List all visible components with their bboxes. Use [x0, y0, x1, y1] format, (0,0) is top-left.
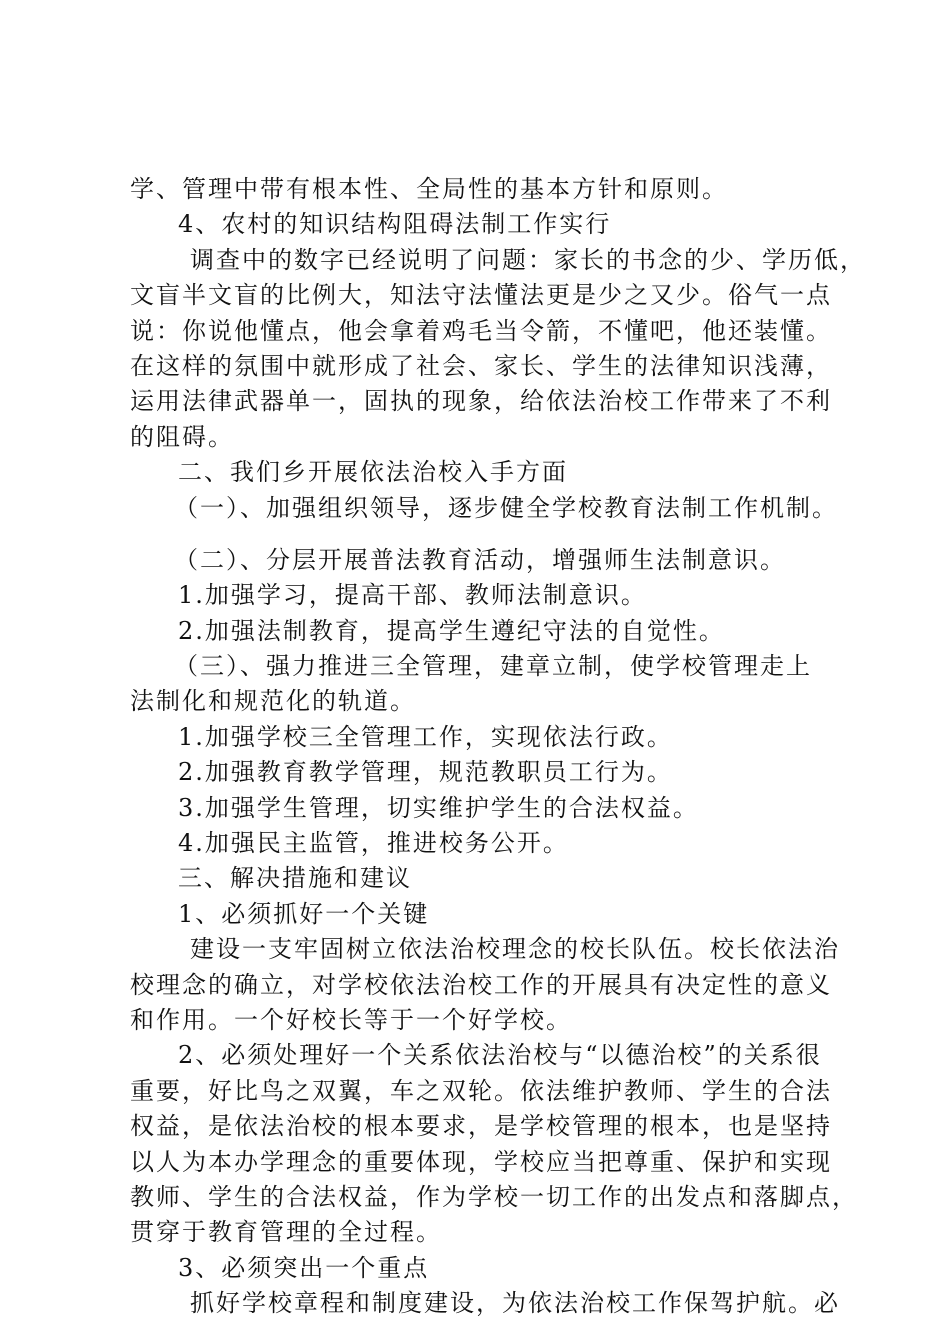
text-line: 的阻碍。 — [130, 422, 234, 451]
text-line: 校理念的确立，对学校依法治校工作的开展具有决定性的意义 — [130, 970, 832, 999]
subsection-heading: （三）、强力推进三全管理，建章立制，使学校管理走上 — [174, 652, 812, 681]
text-line: 权益，是依法治校的根本要求，是学校管理的根本，也是坚持 — [130, 1112, 832, 1141]
document-body — [130, 172, 866, 1322]
text-line: 法制化和规范化的轨道。 — [130, 687, 416, 716]
text-line: 以人为本办学理念的重要体现，学校应当把尊重、保护和实现 — [130, 1147, 832, 1176]
text-line: 在这样的氛围中就形成了社会、家长、学生的法律知识浅薄， — [130, 351, 832, 380]
subsection-heading: 3、必须突出一个重点 — [178, 1253, 430, 1282]
text-line: 和作用。一个好校长等于一个好学校。 — [130, 1005, 572, 1034]
list-item: 2.加强教育教学管理，规范教职员工行为。 — [178, 758, 673, 787]
section-heading: 三、解决措施和建议 — [178, 864, 412, 893]
text-line: 说：你说他懂点，他会拿着鸡毛当令箭，不懂吧，他还装懂。 — [130, 316, 832, 345]
subsection-heading: （二）、分层开展普法教育活动，增强师生法制意识。 — [174, 545, 786, 574]
list-item: 2.加强法制教育，提高学生遵纪守法的自觉性。 — [178, 616, 725, 645]
subsection-heading: 2、必须处理好一个关系依法治校与“以德治校”的关系很 — [178, 1041, 822, 1070]
text-line: 文盲半文盲的比例大，知法守法懂法更是少之又少。俗气一点 — [130, 281, 832, 310]
text-line: 建设一支牢固树立依法治校理念的校长队伍。校长依法治 — [190, 935, 840, 964]
list-item: 1.加强学校三全管理工作，实现依法行政。 — [178, 722, 673, 751]
section-heading: 二、我们乡开展依法治校入手方面 — [178, 458, 568, 487]
list-item: 4.加强民主监管，推进校务公开。 — [178, 829, 569, 858]
text-line: 教师、学生的合法权益，作为学校一切工作的出发点和落脚点， — [130, 1182, 858, 1211]
subsection-heading: （一）、加强组织领导，逐步健全学校教育法制工作机制。 — [174, 493, 838, 522]
text-line: 重要，好比鸟之双翼，车之双轮。依法维护教师、学生的合法 — [130, 1076, 832, 1105]
subsection-heading: 1、必须抓好一个关键 — [178, 899, 430, 928]
blank-gap — [130, 526, 840, 543]
text-line: 运用法律武器单一，固执的现象，给依法治校工作带来了不利 — [130, 387, 832, 416]
list-item: 1.加强学习，提高干部、教师法制意识。 — [178, 581, 647, 610]
section-heading: 4、农村的知识结构阻碍法制工作实行 — [178, 210, 612, 239]
text-line: 调查中的数字已经说明了问题：家长的书念的少、学历低， — [190, 245, 866, 274]
text-line: 学、管理中带有根本性、全局性的基本方针和原则。 — [130, 175, 728, 203]
list-item: 3.加强学生管理，切实维护学生的合法权益。 — [178, 793, 699, 822]
text-line: 贯穿于教育管理的全过程。 — [130, 1218, 442, 1247]
text-line: 抓好学校章程和制度建设，为依法治校工作保驾护航。必 — [190, 1289, 840, 1318]
